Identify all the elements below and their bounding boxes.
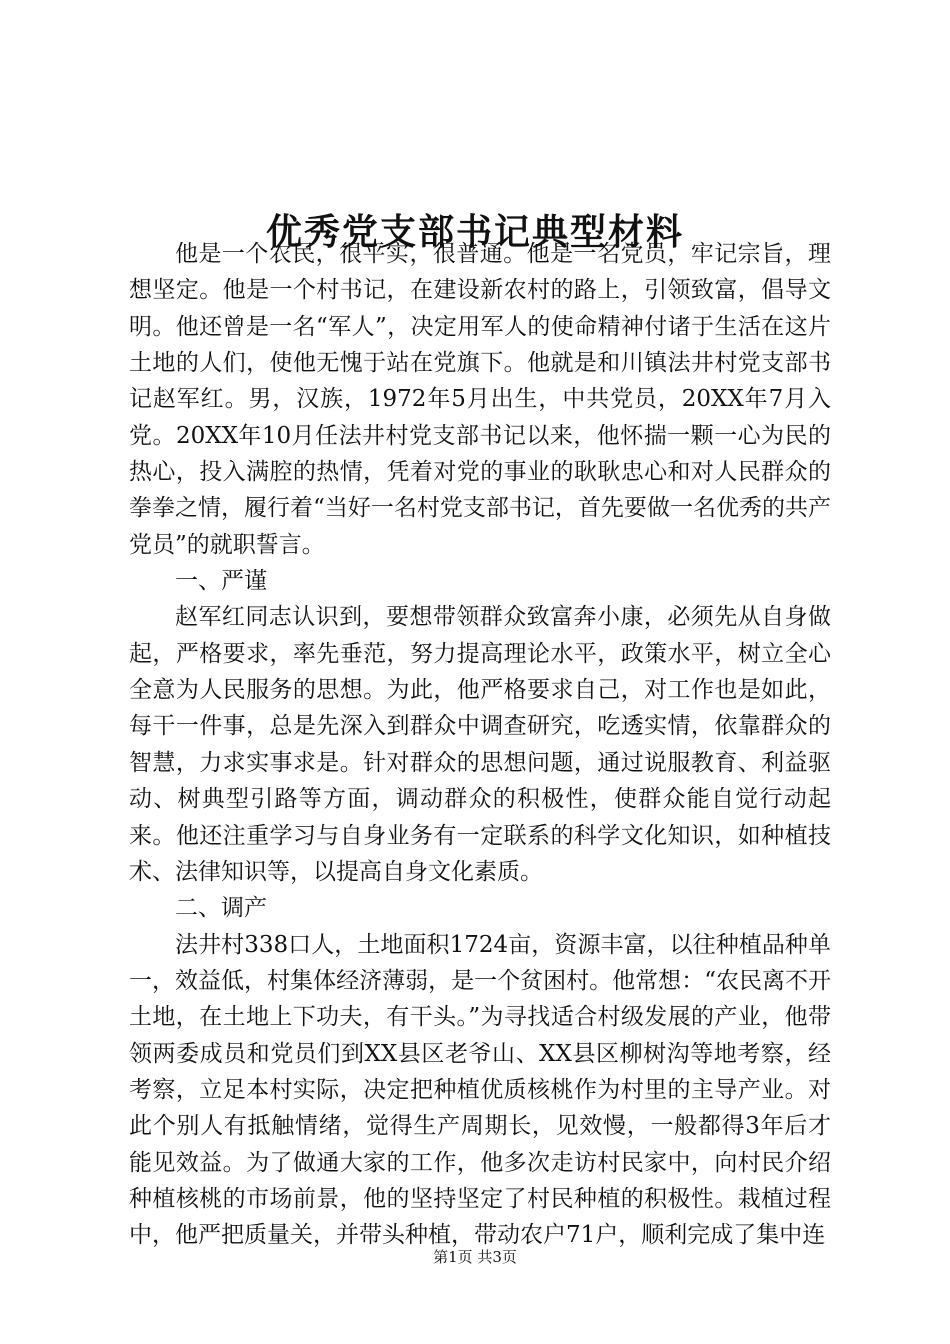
section-heading-industry: 二、调产 bbox=[175, 895, 267, 922]
document-body bbox=[129, 236, 831, 1254]
paragraph-rigor: 赵军红同志认识到，要想带领群众致富奔小康，必须先从自身做起，严格要求，率先垂范，努力提高理论水平，政策水平，树立全心全意为人民服务的思想。为此，他严格要求自己，对工作也是如此，每干一件事，总是先深入到群众中调查研究，吃透实情，依靠群众的智慧，力求实事求是。针对群众的思想问题，通过说服教育、利益驱动、树典型引路等方面，调动群众的积极性，使群众能自觉行动起来。他还注重学习与自身业务有一定联系的科学文化知识，如种植技术、法律知识等，以提高自身文化素质。 bbox=[129, 604, 831, 885]
section-heading-rigor: 一、严谨 bbox=[175, 568, 267, 595]
paragraph-industry: 法井村338口人，土地面积1724亩，资源丰富，以往种植品种单一，效益低，村集体经济薄弱，是一个贫困村。他常想：“农民离不开土地，在土地上下功夫，有干头。”为寻找适合村级发展的产业，他带领两委成员和党员们到XX县区老爷山、XX县区柳树沟等地考察，经考察，立足本村实际，决定把种植优质核桃作为村里的主导产业。对此个别人有抵触情绪，觉得生产周期长，见效慢，一般都得3年后才能见效益。为了做通大家的工作，他多次走访村民家中，向村民介绍种植核桃的市场前景，他的坚持坚定了村民种植的积极性。栽植过程中，他严把质量关，并带头种植，带动农户71户，顺利完成了集中连 bbox=[129, 931, 831, 1249]
paragraph-intro: 他是一个农民，很平实，很普通。他是一名党员，牢记宗旨，理想坚定。他是一个村书记，在建设新农村的路上，引领致富，倡导文明。他还曾是一名“军人”，决定用军人的使命精神付诸于生活在这片土地的人们，使他无愧于站在党旗下。他就是和川镇法井村党支部书记赵军红。男，汉族，1972年5月出生，中共党员，20XX年7月入党。20XX年10月任法井村党支部书记以来，他怀揣一颗一心为民的热心，投入满腔的热情，凭着对党的事业的耿耿忠心和对人民群众的拳拳之情，履行着“当好一名村党支部书记，首先要做一名优秀的共产党员”的就职誓言。 bbox=[129, 241, 831, 558]
document-title: 优秀党支部书记典型材料 bbox=[265, 211, 684, 254]
page-number-footer: 第1页 共3页 bbox=[433, 1248, 517, 1266]
